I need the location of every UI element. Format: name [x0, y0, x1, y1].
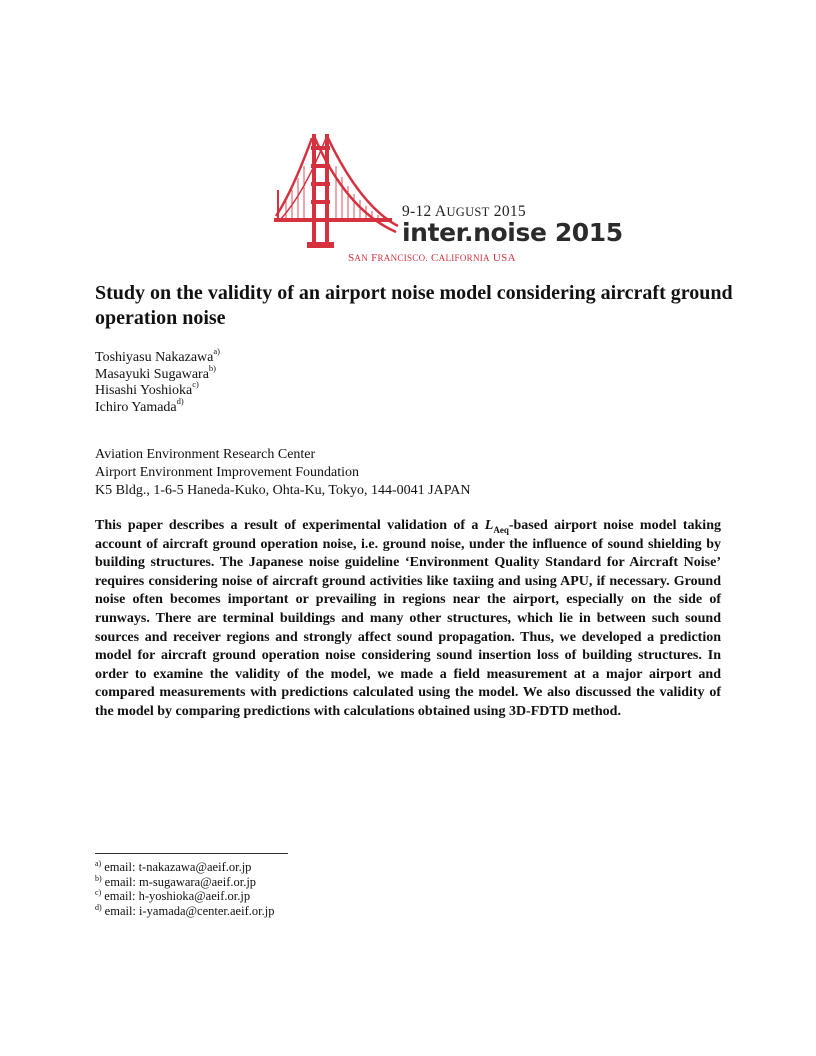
affiliation-line: Aviation Environment Research Center — [95, 447, 316, 462]
footnote: $^{c)}$ email: h-yoshioka@aeif.or.jp — [95, 888, 251, 904]
conference-brand: inter.noise 2015 — [402, 218, 623, 247]
author-list — [95, 346, 220, 416]
conference-date: 9-12 AUGUST 2015 — [402, 203, 526, 220]
author: Masayuki Sugawara$^{b)}$ — [95, 362, 217, 382]
conference-logo — [274, 132, 623, 266]
affiliation-line: K5 Bldg., 1-6-5 Haneda-Kuko, Ohta-Ku, Tokyo, 144-0041 JAPAN — [95, 483, 471, 499]
affiliation — [95, 446, 470, 501]
abstract: This paper describes a result of experimental validation of a $L_{Aeq}$-based airport noise model taking account of aircraft ground operation noise, i.e. ground noise, under the influence of sound shielding by building structures. The Japanese noise guideline ‘Environment Quality Standard for Aircraft Noise’ requires considering noise of aircraft ground activities like taxiing and using APU, if necessary. Ground noise often becomes important or prevailing in regions near the airport, especially on the side of runways. There are terminal buildings and many other structures, which lie in between such sound sources and receiver regions and strongly affect sound propagation. Thus, we developed a prediction model for aircraft ground operation noise considering sound insertion loss of building structures. In order to examine the validity of the model, we made a field measurement at a major airport and compared measurements with predictions calculated using the model. We also discussed the validity of the model by comparing predictions with calculations obtained using 3D-FDTD method. — [95, 518, 721, 719]
footnote-divider — [95, 853, 288, 854]
footnote: $^{a)}$ email: t-nakazawa@aeif.or.jp — [95, 859, 252, 874]
author: Toshiyasu Nakazawa$^{a)}$ — [95, 346, 220, 365]
author: Ichiro Yamada$^{d)}$ — [95, 395, 184, 415]
footnote: $^{b)}$ email: m-sugawara@aeif.or.jp — [95, 873, 257, 889]
conference-location: SAN FRANCISCO. CALIFORNIA USA — [348, 252, 516, 264]
author: Hisashi Yoshioka$^{c)}$ — [95, 379, 199, 399]
affiliation-line: Airport Environment Improvement Foundation — [95, 465, 360, 481]
footnotes — [95, 860, 274, 918]
footnote: $^{d)}$ email: i-yamada@center.aeif.or.jp — [95, 902, 275, 918]
paper-title: Study on the validity of an airport noise model considering aircraft ground operation noise — [95, 282, 733, 329]
